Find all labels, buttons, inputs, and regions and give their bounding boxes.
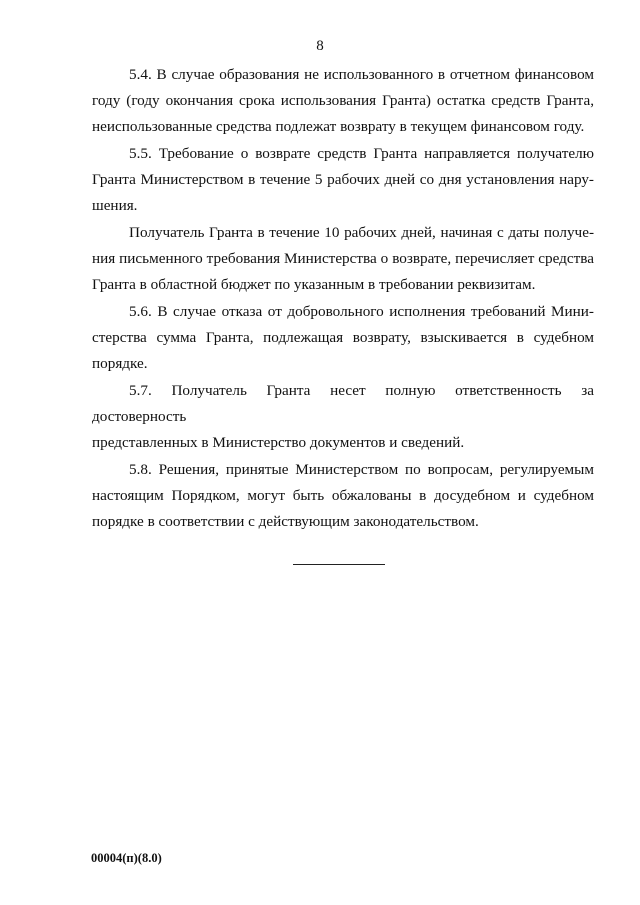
paragraph-line: неиспользованные средства подлежат возврату в текущем финансовом году. <box>92 118 585 135</box>
paragraph-line: стерства сумма Гранта, подлежащая возврату, взыскивается в судебном <box>92 329 594 346</box>
paragraph-line: представленных в Министерство документов и сведений. <box>92 434 465 451</box>
paragraph-line: 5.5. Требование о возврате средств Гранта направляется получателю <box>129 145 594 162</box>
paragraph-line: 5.6. В случае отказа от добровольного исполнения требований Мини- <box>129 303 594 320</box>
paragraph-line: 5.4. В случае образования не использованного в отчетном финансовом <box>129 66 594 83</box>
paragraph-line: Получатель Гранта в течение 10 рабочих дней, начиная с даты получе- <box>129 224 594 241</box>
paragraph-5-5 <box>92 141 594 219</box>
footer-document-code: 00004(п)(8.0) <box>91 851 162 865</box>
paragraph-5-5-continuation <box>92 220 594 298</box>
paragraph-line: настоящим Порядком, могут быть обжалованы в досудебном и судебном <box>92 487 594 504</box>
paragraph-5-4 <box>92 62 594 140</box>
end-divider <box>293 564 385 565</box>
paragraph-line: году (году окончания срока использования Гранта) остатка средств Гранта, <box>92 92 594 109</box>
paragraph-5-8 <box>92 457 594 535</box>
paragraph-line: 5.8. Решения, принятые Министерством по вопросам, регулируемым <box>129 461 594 478</box>
paragraph-line: порядке в соответствии с действующим законодательством. <box>92 513 479 530</box>
paragraph-5-6 <box>92 299 594 377</box>
paragraph-line: порядке. <box>92 355 148 372</box>
paragraph-line: ния письменного требования Министерства о возврате, перечисляет средства <box>92 250 594 267</box>
paragraph-line: Гранта в областной бюджет по указанным в требовании реквизитам. <box>92 276 536 293</box>
paragraph-line: шения. <box>92 197 138 214</box>
paragraph-line: 5.7. Получатель Гранта несет полную ответственность за достоверность <box>92 382 594 425</box>
page-number: 8 <box>316 38 324 54</box>
paragraph-5-7 <box>92 378 594 456</box>
document-body <box>92 62 594 536</box>
paragraph-line: Гранта Министерством в течение 5 рабочих дней со дня установления нару- <box>92 171 594 188</box>
